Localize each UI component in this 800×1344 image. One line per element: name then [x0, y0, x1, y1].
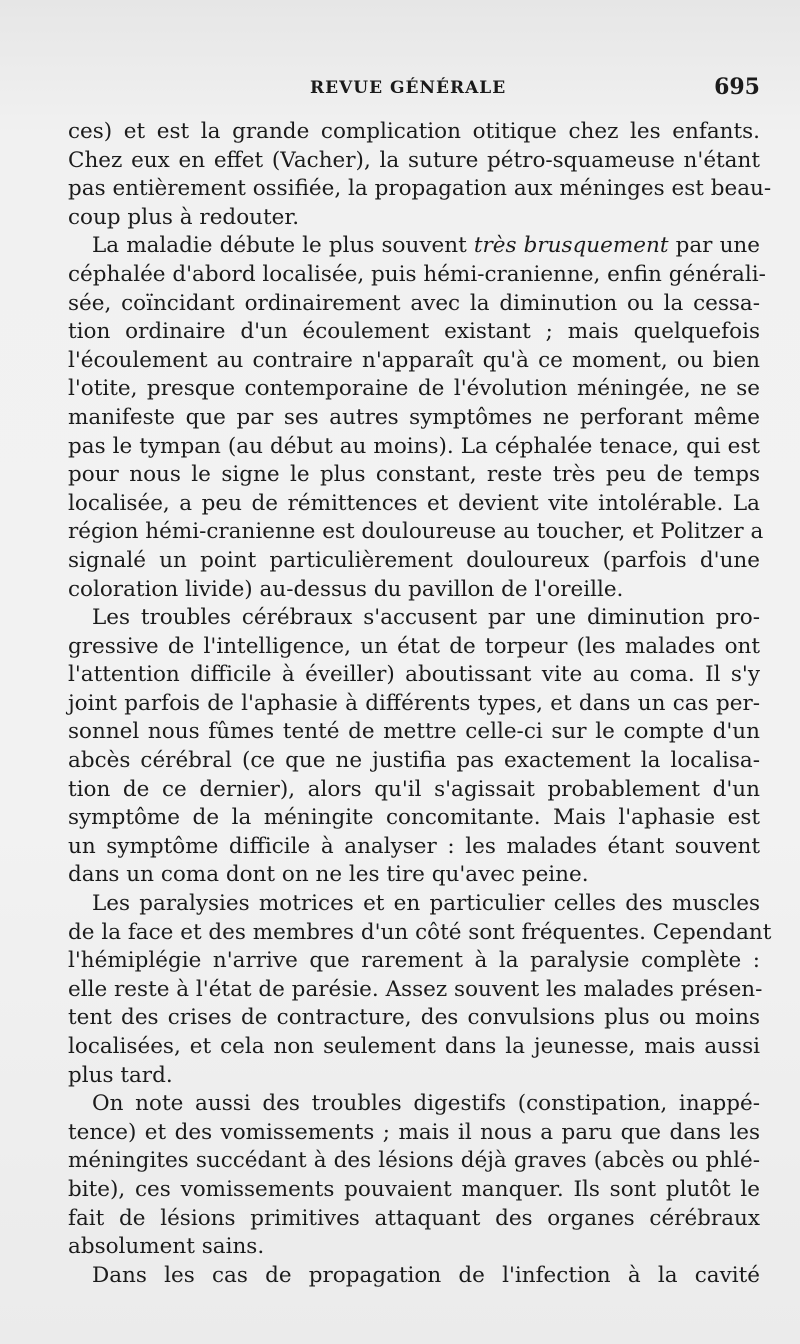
text-line: manifeste que par ses autres symptômes ne perforant même: [68, 404, 760, 430]
text-line: coup plus à redouter.: [68, 204, 300, 230]
body-text: [68, 118, 772, 1290]
text-line: un symptôme difficile à analyser : les malades étant souvent: [68, 833, 760, 859]
text-line: bite), ces vomissements pouvaient manquer. Ils sont plutôt le: [68, 1176, 760, 1202]
text-line: plus tard.: [68, 1062, 173, 1088]
text-fragment: par une: [668, 233, 760, 259]
text-line: joint parfois de l'aphasie à différents types, et dans un cas per-: [68, 690, 760, 716]
text-line: ces) et est la grande complication otitique chez les enfants.: [68, 119, 760, 144]
text-line: gressive de l'intelligence, un état de torpeur (les malades ont: [68, 633, 760, 659]
text-line: tent des crises de contracture, des convulsions plus ou moins: [68, 1005, 760, 1031]
text-line: elle reste à l'état de parésie. Assez souvent les malades présen-: [68, 976, 763, 1002]
text-line: l'hémiplégie n'arrive que rarement à la paralysie complète :: [68, 948, 760, 974]
text-line: Les paralysies motrices et en particulier celles des muscles: [92, 891, 760, 917]
text-line: l'otite, presque contemporaine de l'évolution méningée, ne se: [68, 376, 760, 402]
text-line: tence) et des vomissements ; mais il nous a paru que dans les: [68, 1119, 760, 1145]
text-line: symptôme de la méningite concomitante. Mais l'aphasie est: [68, 805, 760, 831]
text-line: abcès cérébral (ce que ne justifia pas exactement la localisa-: [68, 748, 760, 774]
text-line: sonnel nous fûmes tenté de mettre celle-ci sur le compte d'un: [68, 719, 760, 745]
text-line: tion de ce dernier), alors qu'il s'agissait probablement d'un: [68, 776, 760, 802]
text-line: coloration livide) au-dessus du pavillon de l'oreille.: [68, 576, 624, 602]
text-fragment: La maladie débute le plus souvent: [92, 233, 474, 259]
text-line: pour nous le signe le plus constant, reste très peu de temps: [68, 462, 760, 488]
text-line: On note aussi des troubles digestifs (constipation, inappé-: [92, 1091, 760, 1117]
text-line: signalé un point particulièrement douloureux (parfois d'une: [68, 547, 760, 573]
text-line: fait de lésions primitives attaquant des organes cérébraux: [68, 1205, 760, 1231]
text-line: tion ordinaire d'un écoulement existant ; mais quelquefois: [68, 319, 760, 345]
text-line-emphasis: [68, 232, 760, 261]
text-line: l'écoulement au contraire n'apparaît qu'à ce moment, ou bien: [68, 347, 760, 373]
text-line: sée, coïncidant ordinairement avec la diminution ou la cessa-: [68, 290, 760, 316]
text-line: de la face et des membres d'un côté sont fréquentes. Cependant: [68, 919, 772, 945]
text-line: pas le tympan (au début au moins). La céphalée tenace, qui est: [68, 433, 760, 459]
text-line: localisées, et cela non seulement dans la jeunesse, mais aussi: [68, 1034, 760, 1059]
text-line: absolument sains.: [68, 1234, 265, 1260]
text-line: méningites succédant à des lésions déjà graves (abcès ou phlé-: [68, 1148, 760, 1174]
text-line: céphalée d'abord localisée, puis hémi-cranienne, enfin générali-: [68, 261, 766, 287]
text-line: localisée, a peu de rémittences et devient vite intolérable. La: [68, 490, 760, 516]
text-line: région hémi-cranienne est douloureuse au toucher, et Politzer a: [68, 519, 764, 545]
page-number: 695: [714, 74, 760, 100]
text-line: Les troubles cérébraux s'accusent par une diminution pro-: [92, 605, 760, 631]
text-line: dans un coma dont on ne les tire qu'avec peine.: [68, 862, 589, 888]
text-line: Chez eux en effet (Vacher), la suture pétro-squameuse n'étant: [68, 147, 760, 173]
running-title: REVUE GÉNÉRALE: [310, 78, 507, 98]
text-line: Dans les cas de propagation de l'infection à la cavité: [92, 1262, 760, 1288]
text-line: l'attention difficile à éveiller) aboutissant vite au coma. Il s'y: [68, 662, 760, 688]
page-header: [70, 74, 770, 104]
italic-phrase: très brusquement: [473, 233, 669, 259]
text-line: pas entièrement ossifiée, la propagation aux méninges est beau-: [68, 176, 772, 202]
